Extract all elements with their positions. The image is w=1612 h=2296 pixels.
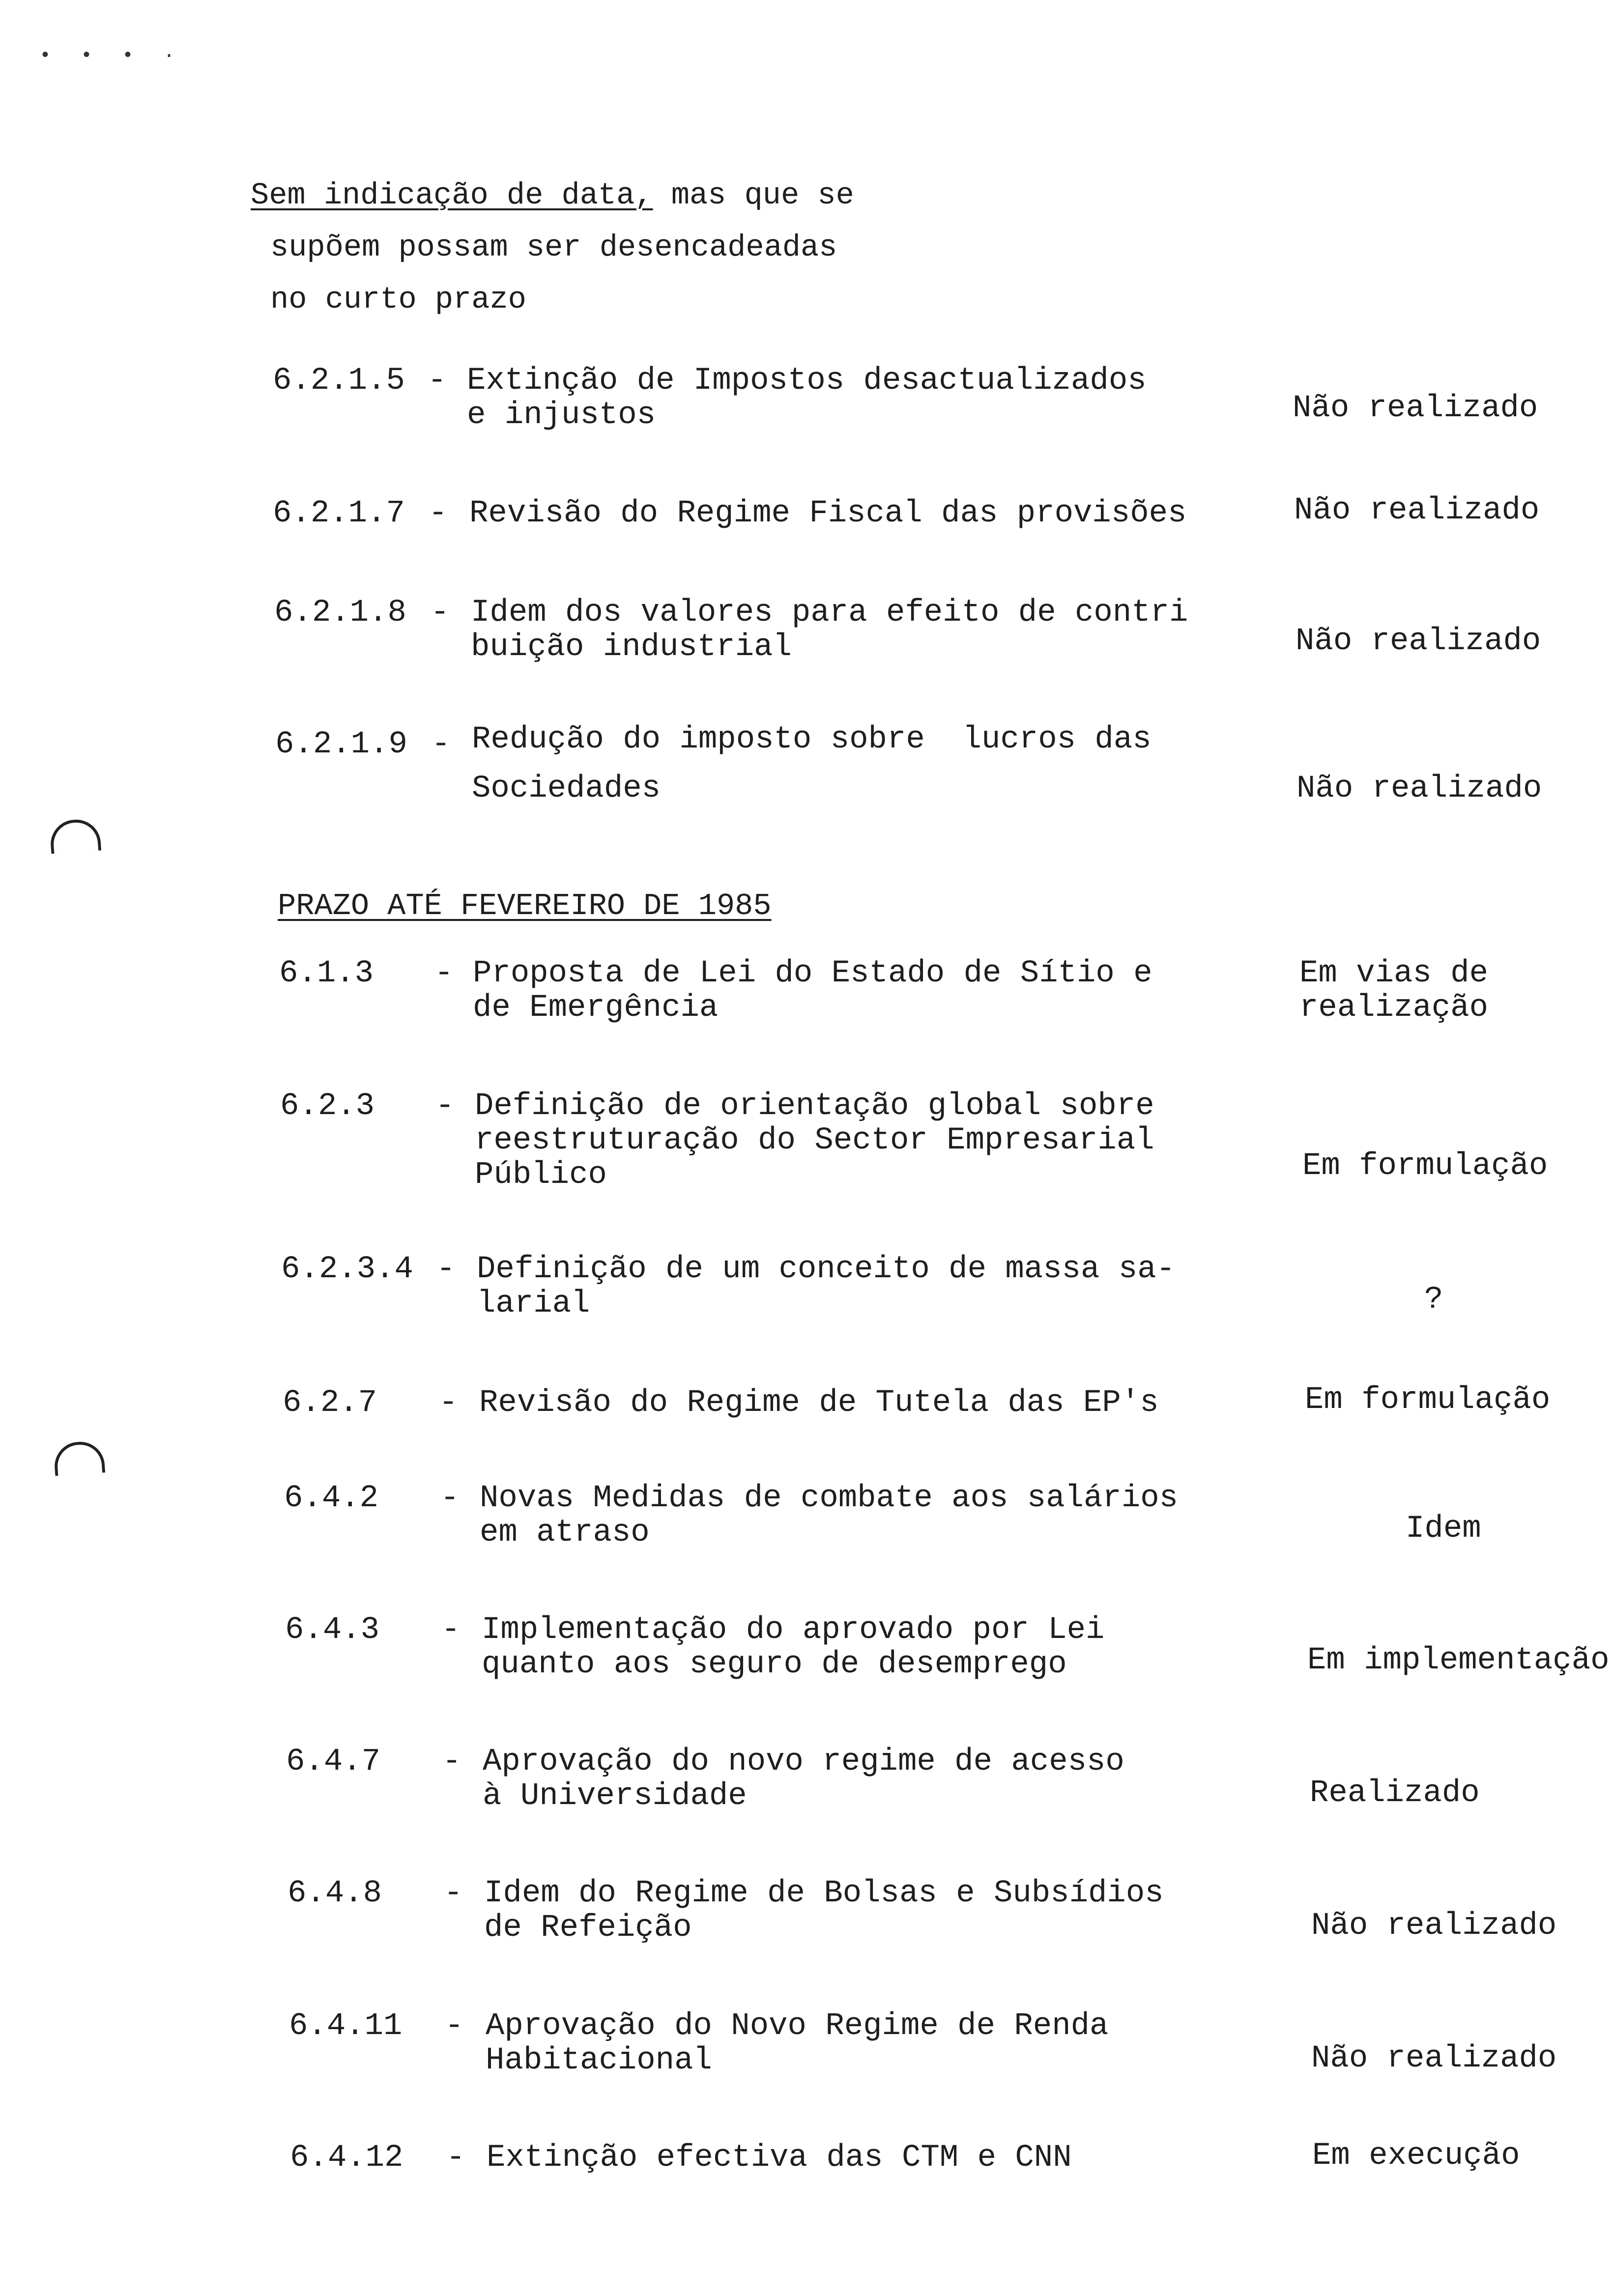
intro-heading bbox=[251, 170, 854, 326]
measure-description: Revisão do Regime de Tutela das EP's bbox=[479, 1385, 1159, 1421]
measure-status: Em vias de realização bbox=[1299, 956, 1489, 1026]
measure-code: 6.4.2 bbox=[284, 1481, 379, 1516]
measure-code: 6.4.11 bbox=[289, 2009, 403, 2044]
measure-dash: - bbox=[428, 363, 447, 399]
measure-dash: - bbox=[446, 2140, 465, 2176]
measure-status: Não realizado bbox=[1296, 771, 1542, 806]
measure-dash: - bbox=[439, 1385, 458, 1421]
punch-hole-mark bbox=[49, 818, 101, 854]
measure-code: 6.2.1.8 bbox=[274, 595, 406, 631]
measure-dash: - bbox=[442, 1744, 461, 1779]
measure-code: 6.2.1.9 bbox=[275, 727, 407, 762]
measure-description: Extinção de Impostos desactualizados e injustos bbox=[467, 363, 1147, 433]
measure-dash: - bbox=[431, 595, 450, 631]
measure-dash: - bbox=[429, 496, 448, 531]
measure-description: Revisão do Regime Fiscal das provisões bbox=[469, 496, 1187, 531]
measure-description: Idem dos valores para efeito de contri buição industrial bbox=[471, 595, 1188, 665]
punch-hole-mark bbox=[53, 1440, 105, 1476]
measure-status: Não realizado bbox=[1311, 2041, 1557, 2076]
measure-description: Definição de orientação global sobre reestruturação do Sector Empresarial Público bbox=[475, 1089, 1154, 1193]
corner-marks: • • • · bbox=[39, 45, 184, 67]
measure-status: Não realizado bbox=[1311, 1908, 1557, 1944]
intro-underlined: Sem indicação de data, bbox=[251, 178, 653, 213]
measure-dash: - bbox=[444, 1876, 463, 1911]
measure-status: Em implementação bbox=[1307, 1643, 1610, 1678]
measure-status: Não realizado bbox=[1293, 391, 1538, 426]
measure-description: Idem do Regime de Bolsas e Subsídios de Refeição bbox=[484, 1876, 1164, 1946]
measure-code: 6.2.3.4 bbox=[281, 1252, 413, 1287]
measure-code: 6.4.3 bbox=[285, 1612, 380, 1648]
measure-code: 6.2.1.5 bbox=[273, 363, 405, 399]
measure-status: Em execução bbox=[1312, 2138, 1520, 2174]
measure-status: Realizado bbox=[1310, 1776, 1480, 1811]
measure-code: 6.1.3 bbox=[279, 956, 374, 991]
measure-description: Definição de um conceito de massa sa- larial bbox=[477, 1252, 1176, 1321]
intro-line1-rest: mas que se bbox=[653, 178, 854, 213]
measure-dash: - bbox=[440, 1481, 460, 1516]
measure-description: Novas Medidas de combate aos salários em atraso bbox=[480, 1481, 1179, 1550]
measure-description: Proposta de Lei do Estado de Sítio e de Emergência bbox=[473, 956, 1152, 1026]
measure-status: ? bbox=[1424, 1282, 1443, 1318]
measure-status: Idem bbox=[1406, 1511, 1481, 1547]
measure-dash: - bbox=[441, 1612, 461, 1648]
measure-description: Extinção efectiva das CTM e CNN bbox=[487, 2140, 1072, 2176]
measure-code: 6.2.3 bbox=[280, 1089, 375, 1124]
measure-status: Em formulação bbox=[1302, 1148, 1548, 1184]
measure-dash: - bbox=[434, 956, 454, 991]
measure-code: 6.2.1.7 bbox=[273, 496, 405, 531]
measure-description: Implementação do aprovado por Lei quanto aos seguro de desemprego bbox=[482, 1612, 1105, 1682]
measure-description: Aprovação do novo regime de acesso à Universidade bbox=[483, 1744, 1124, 1814]
measure-dash: - bbox=[435, 1089, 455, 1124]
measure-dash: - bbox=[432, 727, 451, 762]
measure-code: 6.4.8 bbox=[288, 1876, 382, 1911]
measure-code: 6.4.12 bbox=[290, 2140, 403, 2176]
measure-code: 6.2.7 bbox=[283, 1385, 377, 1421]
measure-status: Em formulação bbox=[1305, 1382, 1551, 1418]
measure-dash: - bbox=[436, 1252, 456, 1287]
measure-description: Aprovação do Novo Regime de Renda Habitacional bbox=[486, 2009, 1109, 2078]
intro-line2: supõem possam ser desencadeadas bbox=[270, 230, 837, 265]
intro-line3: no curto prazo bbox=[270, 282, 526, 317]
section-heading: PRAZO ATÉ FEVEREIRO DE 1985 bbox=[278, 889, 772, 923]
measure-code: 6.4.7 bbox=[286, 1744, 381, 1779]
measure-dash: - bbox=[445, 2009, 464, 2044]
measure-description: Redução do imposto sobre lucros das Sociedades bbox=[472, 722, 1151, 806]
measure-status: Não realizado bbox=[1295, 624, 1541, 659]
measure-status: Não realizado bbox=[1294, 493, 1540, 528]
